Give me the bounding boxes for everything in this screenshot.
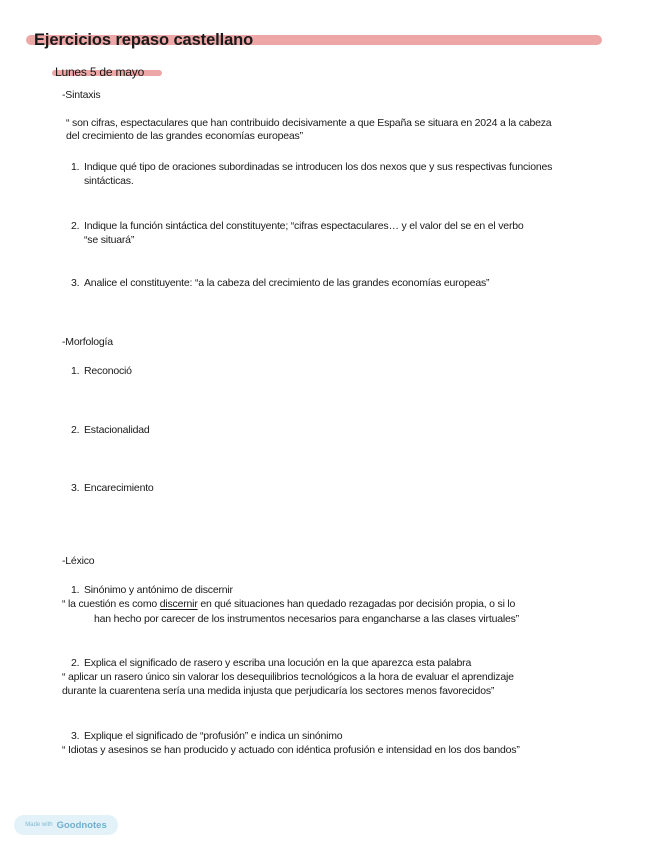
sintaxis-quote-line-2: del crecimiento de las grandes economías europeas” (66, 130, 303, 142)
sintaxis-item-2-line-2: “se situará” (84, 234, 135, 246)
lexico-item-2-quote-line-1: “ aplicar un rasero único sin valorar los desequilibrios tecnológicos a la hora de evaluar el aprendizaje (62, 671, 514, 683)
sintaxis-item-3-number: 3. (71, 277, 80, 289)
goodnotes-badge[interactable] (14, 815, 118, 835)
page-title: Ejercicios repaso castellano (34, 31, 254, 49)
lexico-item-2-quote-line-2: durante la cuarentena sería una medida injusta que perjudicaría los sectores menos favorecidos” (62, 685, 495, 697)
morfologia-item-3: Encarecimiento (84, 482, 154, 494)
lexico-item-2: Explica el significado de rasero y escriba una locución en la que aparezca esta palabra (84, 657, 472, 669)
lexico-heading: -Léxico (62, 555, 95, 567)
sintaxis-item-2-line-1: Indique la función sintáctica del constituyente; “cifras espectaculares… y el valor del se en el verbo (84, 220, 524, 232)
lexico-item-1-quote-line-1 (62, 598, 515, 611)
badge-prefix: Made with (25, 822, 53, 828)
morfologia-heading: -Morfología (62, 336, 113, 348)
morfologia-item-3-number: 3. (71, 482, 80, 494)
morfologia-item-2-number: 2. (71, 424, 80, 436)
lexico-item-2-number: 2. (71, 657, 80, 669)
sintaxis-item-1-line-1: Indique qué tipo de oraciones subordinadas se introducen los dos nexos que y sus respectivas funciones (84, 161, 553, 173)
lexico-item-3-number: 3. (71, 730, 80, 742)
underlined-word: discernir (159, 598, 198, 610)
sintaxis-heading: -Sintaxis (62, 89, 101, 101)
lexico-item-1-number: 1. (71, 584, 80, 596)
quote-part: en qué situaciones han quedado rezagadas por decisión propia, o si lo (197, 598, 516, 610)
morfologia-item-1: Reconoció (84, 365, 132, 377)
date-heading: Lunes 5 de mayo (55, 65, 145, 79)
sintaxis-item-3-line-1: Analice el constituyente: “a la cabeza del crecimiento de las grandes economías europeas” (84, 277, 490, 289)
lexico-item-3: Explique el significado de “profusión” e indica un sinónimo (84, 730, 343, 742)
lexico-item-1-quote-line-2: han hecho por carecer de los instrumentos necesarios para engancharse a las clases virtuales” (94, 613, 519, 625)
sintaxis-item-1-number: 1. (71, 161, 80, 173)
quote-part: “ la cuestión es como (62, 598, 160, 610)
morfologia-item-2: Estacionalidad (84, 424, 150, 436)
lexico-item-1: Sinónimo y antónimo de discernir (84, 584, 233, 596)
badge-brand: Goodnotes (56, 819, 107, 831)
sintaxis-item-1-line-2: sintácticas. (84, 175, 134, 187)
sintaxis-quote-line-1: “ son cifras, espectaculares que han contribuido decisivamente a que España se situara en 2024 a la cabeza (66, 117, 552, 129)
morfologia-item-1-number: 1. (71, 365, 80, 377)
lexico-item-3-quote: “ Idiotas y asesinos se han producido y actuado con idéntica profusión e intensidad en los dos bandos” (62, 744, 520, 756)
sintaxis-item-2-number: 2. (71, 220, 80, 232)
